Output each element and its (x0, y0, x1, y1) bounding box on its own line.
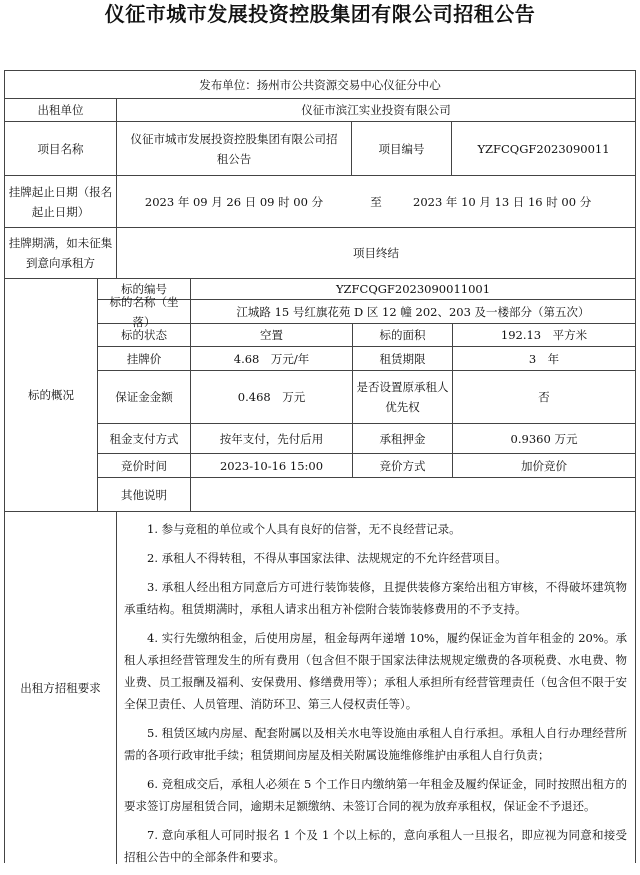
requirement-item: 4. 实行先缴纳租金，后使用房屋，租金每两年递增 10%，履约保证金为首年租金的 20%。承租人承担经营管理发生的所有费用（包含但不限于国家法律法规规定缴费的各项税费、水电费、物业费、员工报酬及福利、安保费用、修缮费用等）；承租人承担所有经营管理责任（包含但不限于安全保卫责任、人员管理、消防环卫、第三人侵权责任等）。 (124, 631, 627, 711)
status-label: 标的状态 (121, 328, 167, 342)
payment-label: 租金支付方式 (109, 431, 179, 446)
publisher-text: 发布单位：扬州市公共资源交易中心仪征分中心 (199, 77, 441, 92)
requirements-list (116, 512, 635, 875)
requirement-item: 1. 参与竞租的单位或个人具有良好的信誉，无不良经营记录。 (147, 522, 461, 536)
page-title: 仪征市城市发展投资控股集团有限公司招租公告 (104, 2, 536, 26)
listing-start: 2023 年 09 月 26 日 09 时 00 分 (116, 176, 351, 227)
requirement-item: 5. 租赁区域内房屋、配套附属以及相关水电等设施由承租人自行承担。承租人自行办理经营所需的各项行政审批手续；租赁期间房屋及相关附属设施维修维护由承租人自行负责； (124, 726, 627, 762)
lessor-label: 出租单位 (37, 103, 84, 117)
requirement-item: 3. 承租人经出租方同意后方可进行装饰装修，且提供装修方案给出租方审核，不得破坏建筑物承重结构。租赁期满时，承租人请求出租方补偿附合装饰装修费用的不予支持。 (124, 580, 627, 616)
item-name-label: 标的名称（坐落） (109, 294, 179, 329)
overview-label: 标的概况 (28, 388, 74, 402)
item-no-label: 标的编号 (121, 282, 167, 296)
item-no-value: YZFCQGF2023090011001 (190, 279, 635, 299)
priority-value: 否 (452, 371, 635, 423)
expiry-label: 挂牌期满，如未征集到意向承租方 (8, 236, 113, 270)
price-label: 挂牌价 (126, 351, 162, 366)
payment-row (97, 424, 635, 454)
priority-label: 是否设置原承租人优先权 (352, 371, 452, 423)
project-no-value: YZFCQGF2023090011 (451, 122, 635, 175)
requirements-block (5, 512, 635, 864)
bid-row (97, 454, 635, 478)
requirement-item: 6. 竞租成交后，承租人必须在 5 个工作日内缴纳第一年租金及履约保证金，同时按照出租方的要求签订房屋租赁合同，逾期未足额缴纳、未签订合同的视为放弃承租权，保证金不予退还。 (124, 777, 627, 813)
expiry-row (5, 228, 635, 279)
bid-time-label: 竞价时间 (121, 458, 167, 473)
deposit-value: 0.468 万元 (190, 371, 352, 423)
requirement-item: 7. 意向承租人可同时报名 1 个及 1 个以上标的，意向承租人一旦报名，即应视为同意和接受招租公告中的全部条件和要求。 (124, 828, 627, 864)
price-row (97, 347, 635, 371)
listing-to: 至 (370, 194, 382, 209)
expiry-value: 项目终结 (116, 228, 635, 278)
other-label: 其他说明 (121, 488, 167, 502)
deposit-row (97, 371, 635, 424)
status-value: 空置 (190, 324, 352, 346)
bid-method-value: 加价竞价 (452, 454, 635, 477)
listing-period-label: 挂牌起止日期（报名起止日期） (8, 184, 113, 219)
term-value: 3 年 (452, 347, 635, 370)
deposit-label: 保证金金额 (115, 390, 173, 404)
overview-block (5, 279, 635, 512)
bid-time-value: 2023-10-16 15:00 (190, 454, 352, 477)
item-name-value: 江城路 15 号红旗花苑 D 区 12 幢 202、203 及一楼部分（第五次） (190, 300, 635, 323)
other-value (190, 478, 635, 512)
listing-end: 2023 年 10 月 13 日 16 时 00 分 (413, 194, 592, 209)
status-row (97, 324, 635, 347)
publisher-row (5, 71, 635, 99)
bid-method-label: 竞价方式 (352, 454, 452, 477)
listing-period-row (5, 176, 635, 228)
notice-table (4, 70, 636, 863)
requirement-item: 2. 承租人不得转租，不得从事国家法律、法规规定的不允许经营项目。 (147, 551, 507, 565)
pledge-value: 0.9360 万元 (452, 424, 635, 453)
pledge-label: 承租押金 (352, 424, 452, 453)
project-no-label: 项目编号 (351, 122, 451, 175)
price-value: 4.68 万元/年 (190, 347, 352, 370)
area-label: 标的面积 (352, 324, 452, 346)
lessor-row (5, 99, 635, 122)
project-name-value: 仪征市城市发展投资控股集团有限公司招租公告 (116, 122, 351, 175)
project-name-label: 项目名称 (37, 141, 84, 156)
area-value: 192.13 平方米 (452, 324, 635, 346)
item-name-row (97, 294, 635, 329)
term-label: 租赁期限 (352, 347, 452, 370)
project-row (5, 122, 635, 176)
lessor-value: 仪征市滨江实业投资有限公司 (116, 99, 635, 121)
other-row (97, 478, 635, 512)
payment-value: 按年支付，先付后用 (190, 424, 352, 453)
requirements-label: 出租方招租要求 (20, 681, 101, 695)
